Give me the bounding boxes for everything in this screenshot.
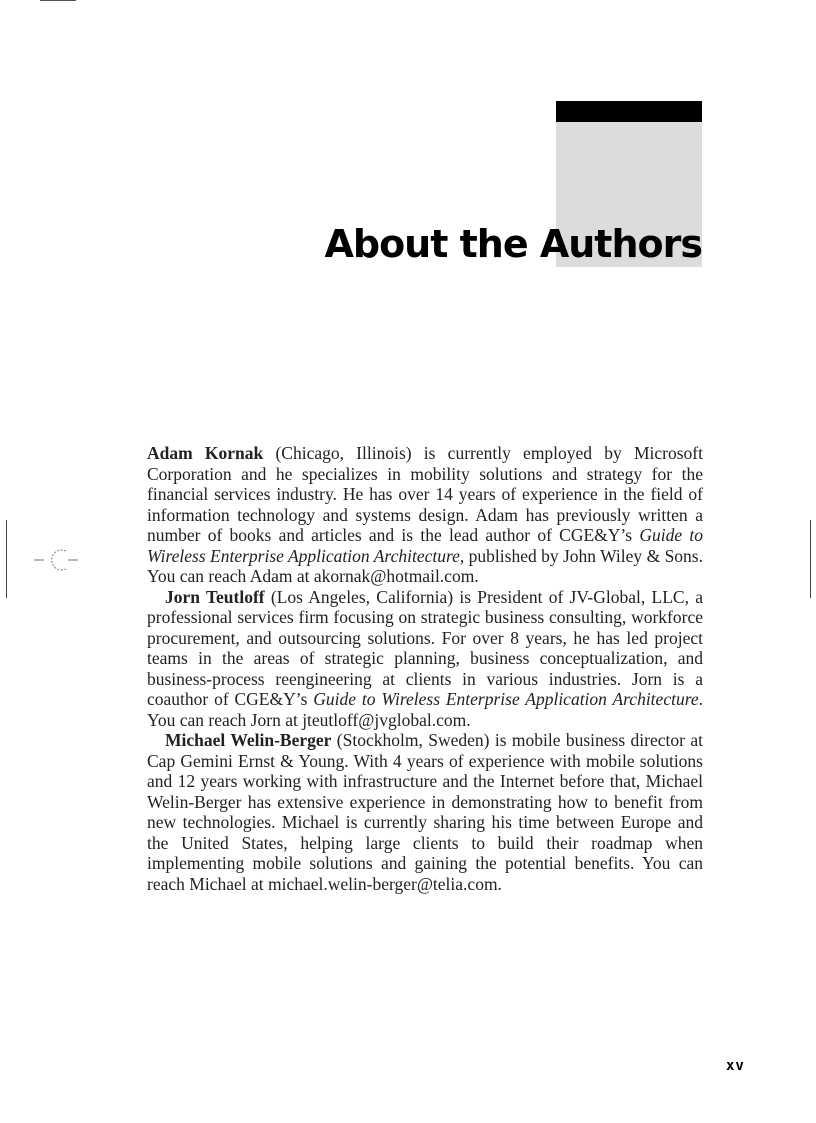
bio-paragraph-welin-berger (147, 730, 703, 894)
bio-paragraph-kornak (147, 443, 703, 587)
registration-mark-icon (34, 547, 84, 573)
book-title: Guide to Wireless Enterprise Application Architecture, (147, 525, 703, 566)
crop-mark-right (810, 520, 811, 598)
crop-mark-left (6, 520, 7, 598)
bio-paragraph-teutloff (147, 587, 703, 731)
book-title: Guide to Wireless Enterprise Application Architecture (313, 689, 699, 709)
chapter-title-part2: Authors (539, 222, 702, 266)
page-number: xv (726, 1058, 745, 1074)
bio-text: (Stockholm, Sweden) is mobile business director at Cap Gemini Ernst & Young. With 4 years of experience with mobile solutions and 12 years working with infrastructure and the Internet before that, Michael Welin-Berger has extensive experience in demonstrating how to benefit from new technologies. Michael is currently sharing his time between Europe and the United States, helping large clients to build their roadmap when implementing mobile solutions and gaining the potential benefits. You can reach Michael at michael.welin-berger@telia.com. (147, 730, 703, 894)
bio-text: . You can reach Jorn at jteutloff@jvglobal.com. (147, 689, 703, 730)
chapter-title (324, 218, 702, 270)
chapter-title-bar (556, 101, 702, 122)
bio-text: published by John Wiley & Sons. You can reach Adam at akornak@hotmail.com. (147, 545, 703, 586)
author-bios (147, 443, 703, 894)
author-name: Michael Welin-Berger (165, 730, 332, 750)
crop-mark-top (40, 0, 76, 1)
chapter-title-part1: About the (324, 222, 540, 266)
author-name: Jorn Teutloff (165, 586, 265, 607)
bio-text: (Chicago, Illinois) is currently employed by Microsoft Corporation and he specializes in mobility solutions and strategy for the financial services industry. He has over 14 years of experience in the field of information technology and systems design. Adam has previously written a number of books and articles and is the lead author of CGE&Y’s (147, 443, 703, 545)
bio-text: (Los Angeles, California) is President of JV-Global, LLC, a professional services firm focusing on strategic business consulting, workforce procurement, and outsourcing solutions. For over 8 years, he has led project teams in the areas of strategic planning, business conceptualization, and business-process reengineering at clients in various industries. Jorn is a coauthor of CGE&Y’s (147, 586, 703, 709)
author-name: Adam Kornak (147, 443, 264, 463)
